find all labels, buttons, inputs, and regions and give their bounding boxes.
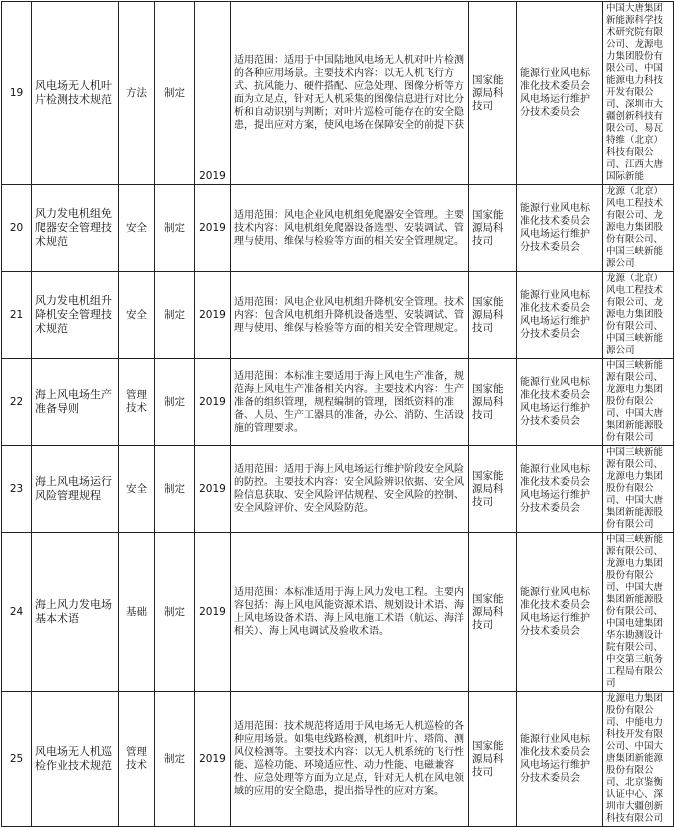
table-row	[2, 533, 674, 692]
standard-year: 2019	[195, 359, 231, 446]
standard-scope: 适用范围：本标准适用于海上风力发电工程。主要内容包括：海上风电风能资源术语、规划设计术语、海上风电场设备术语、海上风电施工术语（航运、海洋相关）、海上风电调试及验收术语。	[231, 533, 469, 692]
technical-committee: 能源行业风电标准化技术委员会风电场运行维护分技术委员会	[517, 272, 603, 359]
standard-category: 管理技术	[119, 359, 155, 446]
standard-type: 制定	[155, 533, 195, 692]
standard-type: 制定	[155, 185, 195, 272]
standard-name: 风电场无人机巡检作业技术规范	[32, 692, 119, 827]
row-number: 22	[2, 359, 32, 446]
standard-category: 安全	[119, 185, 155, 272]
drafting-organizations: 中国大唐集团新能源科学技术研究院有限公司、龙源电力集团股份有限公司、中国能源电力科技开发有限公司、深圳市大疆创新科技有限公司、易瓦特维（北京）科技有限公司、江西大唐国际新能	[603, 2, 674, 185]
standard-year: 2019	[195, 2, 231, 185]
drafting-organizations: 中国三峡新能源有限公司、龙源电力集团股份有限公司、中国大唐集团新能源股份有限公司、中国电建集团华东勘测设计院有限公司、中交第三航务工程局有限公司	[603, 533, 674, 692]
standard-year: 2019	[195, 692, 231, 827]
standard-category: 管理技术	[119, 692, 155, 827]
table-row	[2, 359, 674, 446]
standard-scope: 适用范围：风电企业风电机组升降机安全管理。技术内容：包含风电机组升降机设备选型、安装调试、管理与使用、维保与检验等方面的相关安全管理规定。	[231, 272, 469, 359]
drafting-organizations: 中国三峡新能源有限公司、龙源电力集团股份有限公司、中国大唐集团新能源股份有限公司	[603, 359, 674, 446]
standard-scope: 适用范围：风电企业风电机组免爬器安全管理。主要技术内容：风电机组免爬器设备选型、安装调试、管理与使用、维保与检验等方面的相关安全管理规定。	[231, 185, 469, 272]
standard-name: 海上风电场运行风险管理规程	[32, 446, 119, 533]
standard-scope: 适用范围：适用于海上风电场运行维护阶段安全风险的防控。主要技术内容：安全风险辨识依据、安全风险信息获取、安全风险评估规程、安全风险的控制、安全风险评价、安全风险防范。	[231, 446, 469, 533]
standard-type: 制定	[155, 2, 195, 185]
standard-year: 2019	[195, 272, 231, 359]
standard-category: 安全	[119, 272, 155, 359]
table-row	[2, 272, 674, 359]
standard-name: 风力发电机组免爬器安全管理技术规范	[32, 185, 119, 272]
standard-scope: 适用范围：技术规范将适用于风电场无人机巡检的各种应用场景。如集电线路检测，机组叶片、塔筒、测风仪检测等。主要技术内容：以无人机系统的飞行性能、巡检功能、环境适应性、动力性能、电磁兼容性、应急处理等方面为立足点，针对无人机在风电领域的应用的安全隐患，提出指导性的应对方案。	[231, 692, 469, 827]
row-number: 25	[2, 692, 32, 827]
technical-committee: 能源行业风电标准化技术委员会风电场运行维护分技术委员会	[517, 185, 603, 272]
standards-table	[1, 1, 674, 827]
responsible-department: 国家能源局科技司	[469, 446, 517, 533]
responsible-department: 国家能源局科技司	[469, 272, 517, 359]
responsible-department: 国家能源局科技司	[469, 2, 517, 185]
drafting-organizations: 龙源电力集团股份有限公司、中能电力科技开发有限公司、中国大唐集团新能源股份有限公司、北京鉴衡认证中心、深圳市大疆创新科技有限公司	[603, 692, 674, 827]
row-number: 21	[2, 272, 32, 359]
standard-scope: 适用范围：本标准主要适用于海上风电生产准备，规范海上风电生产准备相关内容。主要技术内容：生产准备的组织管理，规程编制的管理，图纸资料的准备、人员、生产工器具的准备，办公、消防、生活设施的管理要求。	[231, 359, 469, 446]
standard-category: 方法	[119, 2, 155, 185]
standard-name: 风力发电机组升降机安全管理技术规范	[32, 272, 119, 359]
standard-year: 2019	[195, 533, 231, 692]
standard-name: 风电场无人机叶片检测技术规范	[32, 2, 119, 185]
table-row	[2, 692, 674, 827]
technical-committee: 能源行业风电标准化技术委员会风电场运行维护分技术委员会	[517, 692, 603, 827]
table-row	[2, 446, 674, 533]
standard-type: 制定	[155, 446, 195, 533]
row-number: 23	[2, 446, 32, 533]
standard-type: 制定	[155, 359, 195, 446]
responsible-department: 国家能源局科技司	[469, 692, 517, 827]
standard-scope: 适用范围：适用于中国陆地风电场无人机对叶片检测的各种应用场景。主要技术内容：以无人机飞行方式、抗风能力、硬件搭配、应急处理、图像分析等方面为立足点，针对无人机采集的图像信息进行对比分析和自动识别与判断；对叶片巡检可能存在的安全隐患，提出应对方案，使风电场在保障安全的前提下获	[231, 2, 469, 185]
standard-category: 安全	[119, 446, 155, 533]
row-number: 20	[2, 185, 32, 272]
row-number: 24	[2, 533, 32, 692]
responsible-department: 国家能源局科技司	[469, 533, 517, 692]
technical-committee: 能源行业风电标准化技术委员会风电场运行维护分技术委员会	[517, 2, 603, 185]
technical-committee: 能源行业风电标准化技术委员会风电场运行维护分技术委员会	[517, 446, 603, 533]
standard-name: 海上风电场生产准备导则	[32, 359, 119, 446]
table-row	[2, 2, 674, 185]
standard-year: 2019	[195, 185, 231, 272]
table-row	[2, 185, 674, 272]
responsible-department: 国家能源局科技司	[469, 185, 517, 272]
drafting-organizations: 中国三峡新能源有限公司、龙源电力集团股份有限公司、中国大唐集团新能源股份有限公司	[603, 446, 674, 533]
standard-type: 制定	[155, 272, 195, 359]
technical-committee: 能源行业风电标准化技术委员会风电场运行维护分技术委员会	[517, 533, 603, 692]
drafting-organizations: 龙源（北京）风电工程技术有限公司、龙源电力集团股份有限公司、中国三峡新能源公司	[603, 185, 674, 272]
drafting-organizations: 龙源（北京）风电工程技术有限公司、龙源电力集团股份有限公司、中国三峡新能源公司	[603, 272, 674, 359]
standard-type: 制定	[155, 692, 195, 827]
row-number: 19	[2, 2, 32, 185]
technical-committee: 能源行业风电标准化技术委员会风电场运行维护分技术委员会	[517, 359, 603, 446]
standard-name: 海上风力发电场基本术语	[32, 533, 119, 692]
responsible-department: 国家能源局科技司	[469, 359, 517, 446]
standard-year: 2019	[195, 446, 231, 533]
standard-category: 基础	[119, 533, 155, 692]
